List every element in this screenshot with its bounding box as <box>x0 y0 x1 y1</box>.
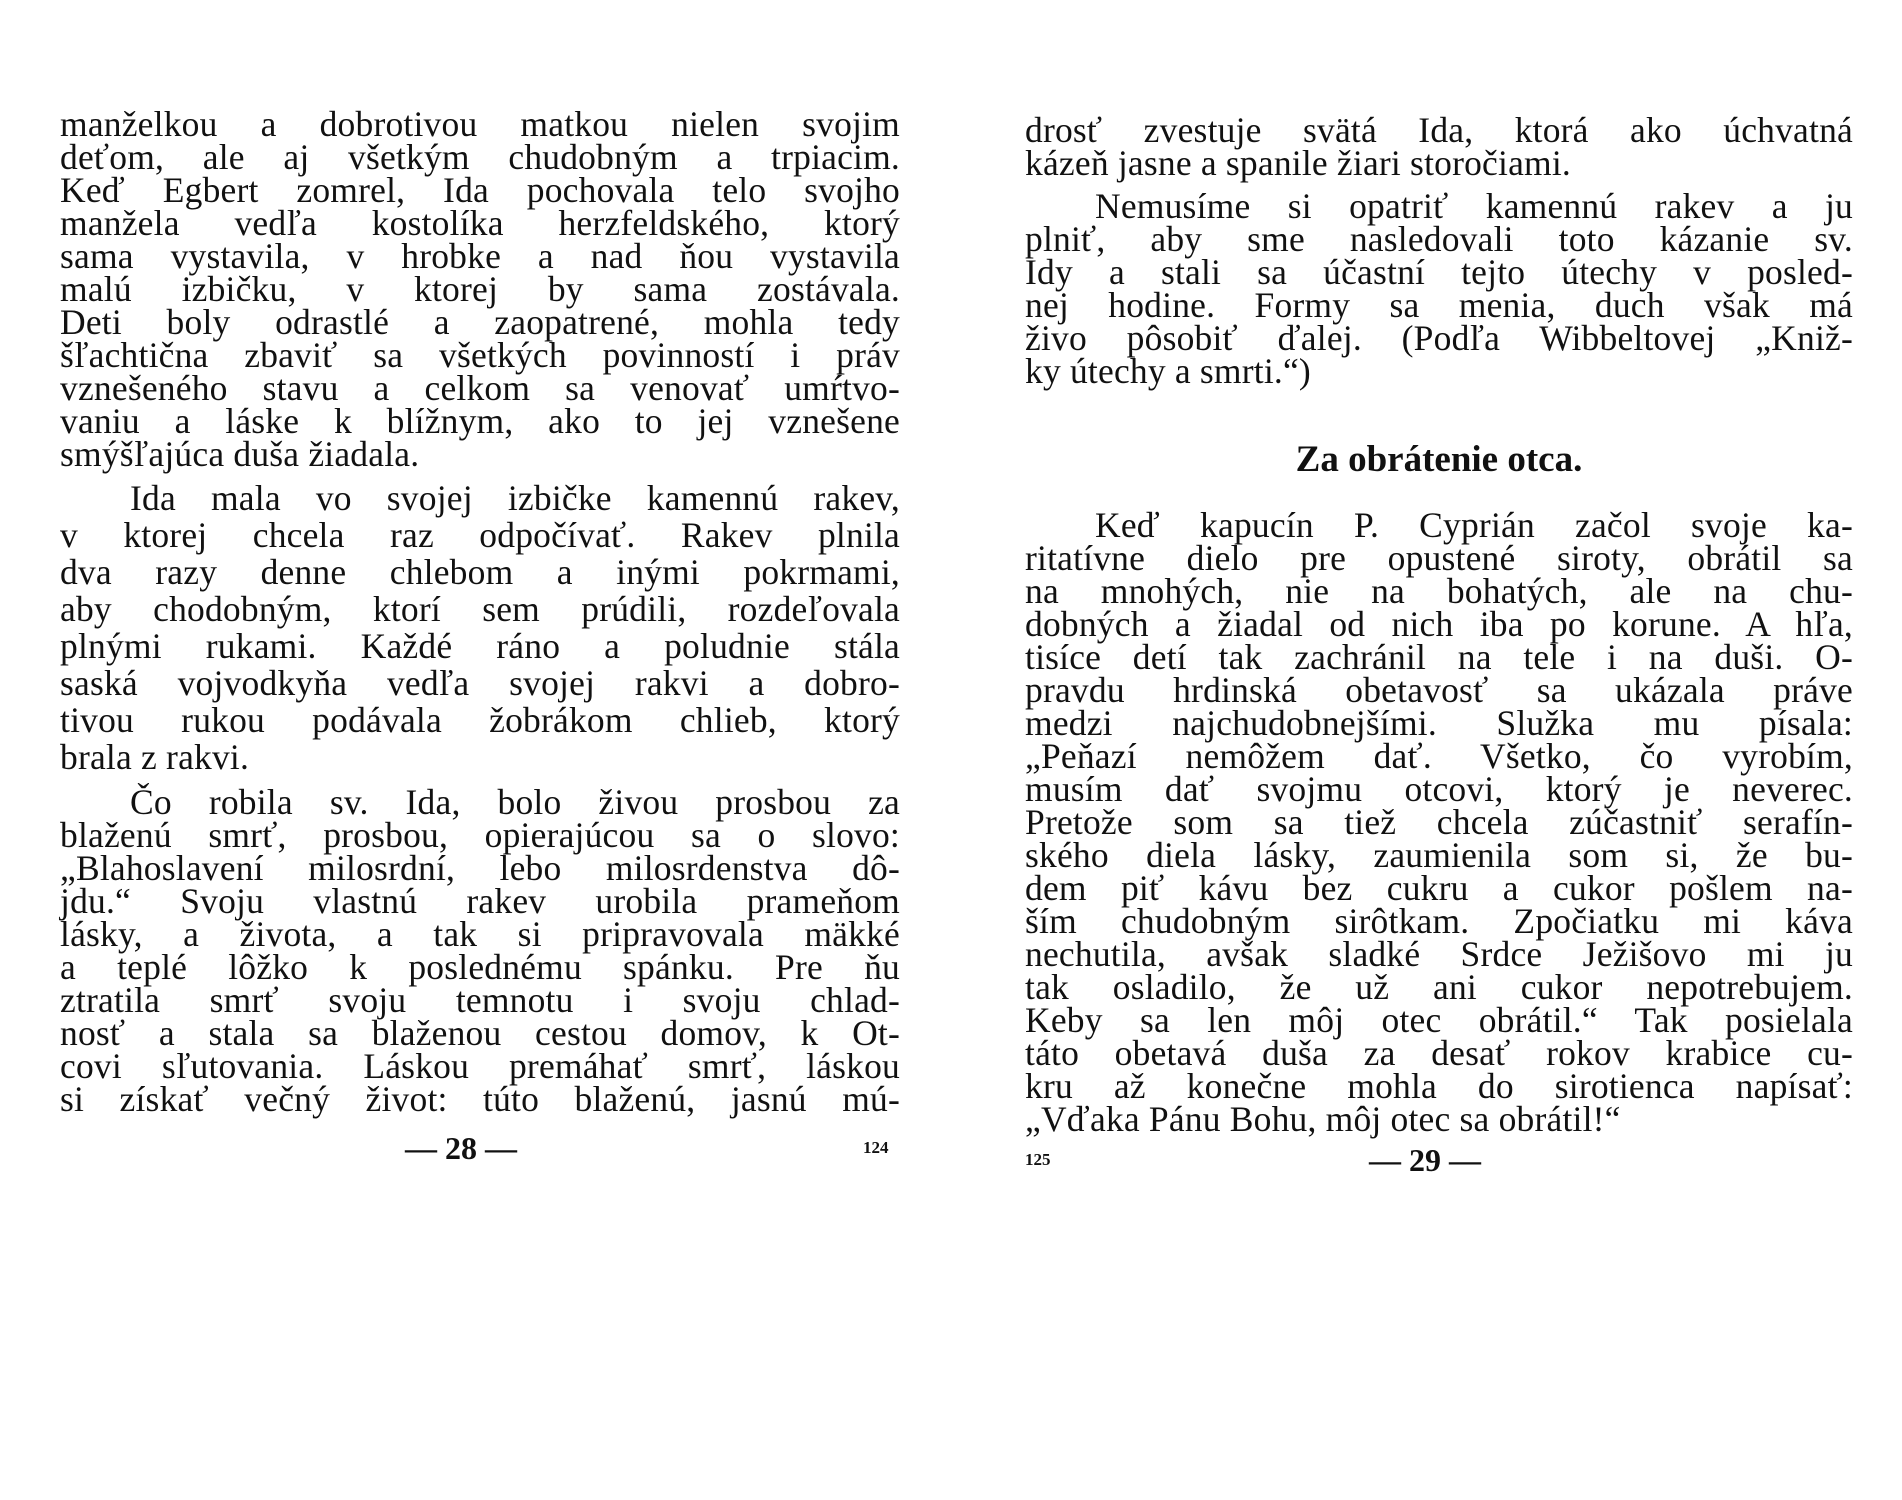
text-line: medzi najchudobnejšími. Služka mu písala: <box>1025 703 1853 743</box>
text-line: Čo robila sv. Ida, bolo živou prosbou za <box>130 782 900 822</box>
text-line: manželkou a dobrotivou matkou nielen svojim <box>60 104 900 144</box>
text-line: kru až konečne mohla do sirotienca napísať: <box>1025 1066 1853 1106</box>
text-line: Nemusíme si opatriť kamennú rakev a ju <box>1095 186 1853 226</box>
text-line: živo pôsobiť ďalej. (Podľa Wibbeltovej „Kniž- <box>1025 318 1853 358</box>
text-line: „Blahoslavení milosrdní, lebo milosrdenstva dô- <box>60 848 900 888</box>
text-line: dobných a žiadal od nich iba po korune. A hľa, <box>1025 604 1853 644</box>
text-line: Pretože som sa tiež chcela zúčastniť serafín- <box>1025 802 1853 842</box>
text-line: tisíce detí tak zachránil na tele i na duši. O- <box>1025 637 1853 677</box>
text-line: si získať večný život: túto blaženú, jasnú mú- <box>60 1079 900 1119</box>
text-line: ského diela lásky, zaumienila som si, že bu- <box>1025 835 1853 875</box>
left-page <box>60 0 900 1500</box>
text-line: lásky, a života, a tak si pripravovala mäkké <box>60 914 900 954</box>
text-line: Keby sa len môj otec obrátil.“ Tak posielala <box>1025 1000 1853 1040</box>
text-line: „Vďaka Pánu Bohu, môj otec sa obrátil!“ <box>1025 1099 1621 1139</box>
page-number: — 28 — <box>405 1130 517 1166</box>
text-line: Deti boly odrastlé a zaopatrené, mohla tedy <box>60 302 900 342</box>
text-line: brala z rakvi. <box>60 737 250 777</box>
leaf-number: 125 <box>1025 1150 1051 1169</box>
text-line: aby chodobným, ktorí sem prúdili, rozdeľovala <box>60 589 900 629</box>
text-line: blaženú smrť, prosbou, opierajúcou sa o slovo: <box>60 815 900 855</box>
text-line: „Peňazí nemôžem dať. Všetko, čo vyrobím, <box>1025 736 1853 776</box>
text-line: musím dať svojmu otcovi, ktorý je neverec. <box>1025 769 1853 809</box>
text-line: smýšľajúca duša žiadala. <box>60 434 420 474</box>
section-heading: Za obrátenie otca. <box>1295 439 1583 480</box>
text-line: v ktorej chcela raz odpočívať. Rakev plnila <box>60 515 900 555</box>
leaf-number: 124 <box>863 1138 889 1157</box>
text-line: ky útechy a smrti.“) <box>1025 351 1311 391</box>
text-line: pravdu hrdinská obetavosť sa ukázala práve <box>1025 670 1853 710</box>
text-line: drosť zvestuje svätá Ida, ktorá ako úchvatná <box>1025 110 1853 150</box>
text-line: sama vystavila, v hrobke a nad ňou vystavila <box>60 236 900 276</box>
text-line: vaniu a láske k blížnym, ako to jej vznešene <box>60 401 900 441</box>
text-line: dva razy denne chlebom a inými pokrmami, <box>60 552 900 592</box>
text-line: Idy a stali sa účastní tejto útechy v posled- <box>1025 252 1853 292</box>
text-line: nosť a stala sa blaženou cestou domov, k Ot- <box>60 1013 900 1053</box>
text-line: na mnohých, nie na bohatých, ale na chu- <box>1025 571 1853 611</box>
text-line: vznešeného stavu a celkom sa venovať umŕtvo- <box>60 368 900 408</box>
text-line: plniť, aby sme nasledovali toto kázanie sv. <box>1025 219 1853 259</box>
text-line: nechutila, avšak sladké Srdce Ježišovo mi ju <box>1025 934 1853 974</box>
text-line: jdu.“ Svoju vlastnú rakev urobila prameňom <box>60 881 900 921</box>
text-line: deťom, ale aj všetkým chudobným a trpiacim. <box>60 137 900 177</box>
text-line: nej hodine. Formy sa menia, duch však má <box>1025 285 1853 325</box>
right-page <box>1025 0 1853 1500</box>
text-line: kázeň jasne a spanile žiari storočiami. <box>1025 143 1571 183</box>
text-line: covi sľutovania. Láskou premáhať smrť, láskou <box>60 1046 900 1086</box>
text-line: manžela vedľa kostolíka herzfeldského, ktorý <box>60 203 900 243</box>
page-number: — 29 — <box>1369 1142 1481 1178</box>
text-line: a teplé lôžko k poslednému spánku. Pre ňu <box>60 947 900 987</box>
text-line: šľachtična zbaviť sa všetkých povinností i práv <box>60 335 900 375</box>
text-line: tivou rukou podávala žobrákom chlieb, ktorý <box>60 700 900 740</box>
text-line: Keď Egbert zomrel, Ida pochovala telo svojho <box>60 170 900 210</box>
text-line: saská vojvodkyňa vedľa svojej rakvi a dobro- <box>60 663 900 703</box>
text-line: ritatívne dielo pre opustené siroty, obrátil sa <box>1025 538 1853 578</box>
text-line: ztratila smrť svoju temnotu i svoju chlad- <box>60 980 900 1020</box>
text-line: plnými rukami. Každé ráno a poludnie stála <box>60 626 900 666</box>
text-line: ším chudobným sirôtkam. Zpočiatku mi káva <box>1025 901 1853 941</box>
text-line: dem piť kávu bez cukru a cukor pošlem na- <box>1025 868 1853 908</box>
text-line: táto obetavá duša za desať rokov krabice cu- <box>1025 1033 1853 1073</box>
text-line: Keď kapucín P. Cyprián začol svoje ka- <box>1095 505 1853 545</box>
text-line: Ida mala vo svojej izbičke kamennú rakev, <box>130 478 900 518</box>
text-line: tak osladilo, že už ani cukor nepotrebujem. <box>1025 967 1853 1007</box>
text-line: malú izbičku, v ktorej by sama zostávala. <box>60 269 900 309</box>
